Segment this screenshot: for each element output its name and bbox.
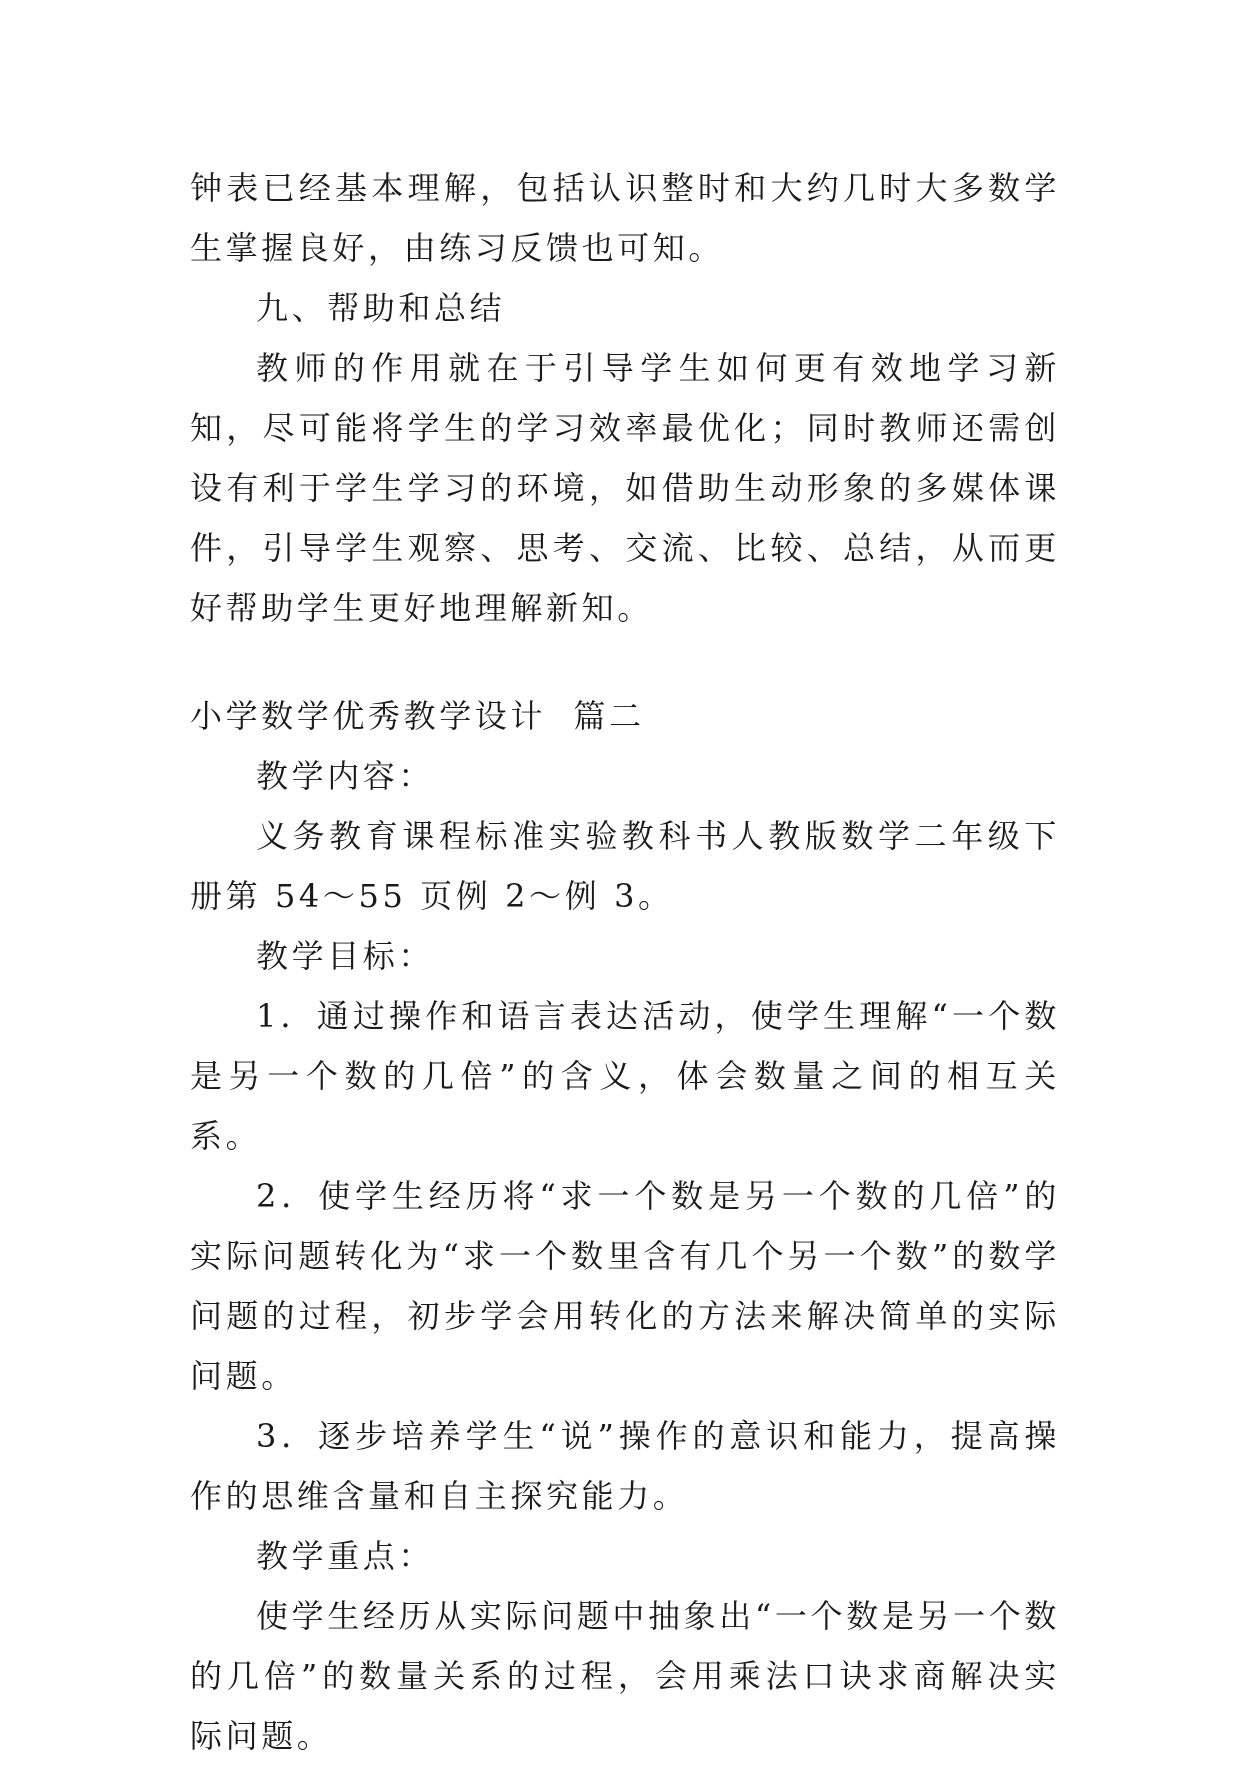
paragraph-teaching-key: 使学生经历从实际问题中抽象出“一个数是另一个数的几倍”的数量关系的过程，会用乘法口诀求商解决实际问题。 [190, 1597, 1060, 1755]
article-title: 小学数学优秀教学设计 篇二 [190, 697, 645, 735]
section-heading-nine: 九、帮助和总结 [256, 289, 506, 327]
label-teaching-content: 教学内容： [256, 757, 435, 795]
label-teaching-key: 教学重点： [256, 1537, 435, 1575]
goal-item-1: 1．通过操作和语言表达活动，使学生理解“一个数是另一个数的几倍”的含义，体会数量之间的相互关系。 [190, 997, 1060, 1155]
goal-item-3: 3．逐步培养学生“说”操作的意识和能力，提高操作的思维含量和自主探究能力。 [190, 1417, 1060, 1515]
paragraph-teaching-content: 义务教育课程标准实验教科书人教版数学二年级下册第 54～55 页例 2～例 3。 [190, 817, 1060, 915]
goal-item-2: 2．使学生经历将“求一个数是另一个数的几倍”的实际问题转化为“求一个数里含有几个另一个数”的数学问题的过程，初步学会用转化的方法来解决简单的实际问题。 [190, 1177, 1060, 1395]
document-body [190, 158, 1060, 1766]
paragraph-teacher-role: 教师的作用就在于引导学生如何更有效地学习新知，尽可能将学生的学习效率最优化；同时教师还需创设有利于学生学习的环境，如借助生动形象的多媒体课件，引导学生观察、思考、交流、比较、总结，从而更好帮助学生更好地理解新知。 [190, 349, 1060, 627]
paragraph-continuation: 钟表已经基本理解，包括认识整时和大约几时大多数学生掌握良好，由练习反馈也可知。 [190, 169, 1060, 267]
label-teaching-goals: 教学目标： [256, 937, 435, 975]
